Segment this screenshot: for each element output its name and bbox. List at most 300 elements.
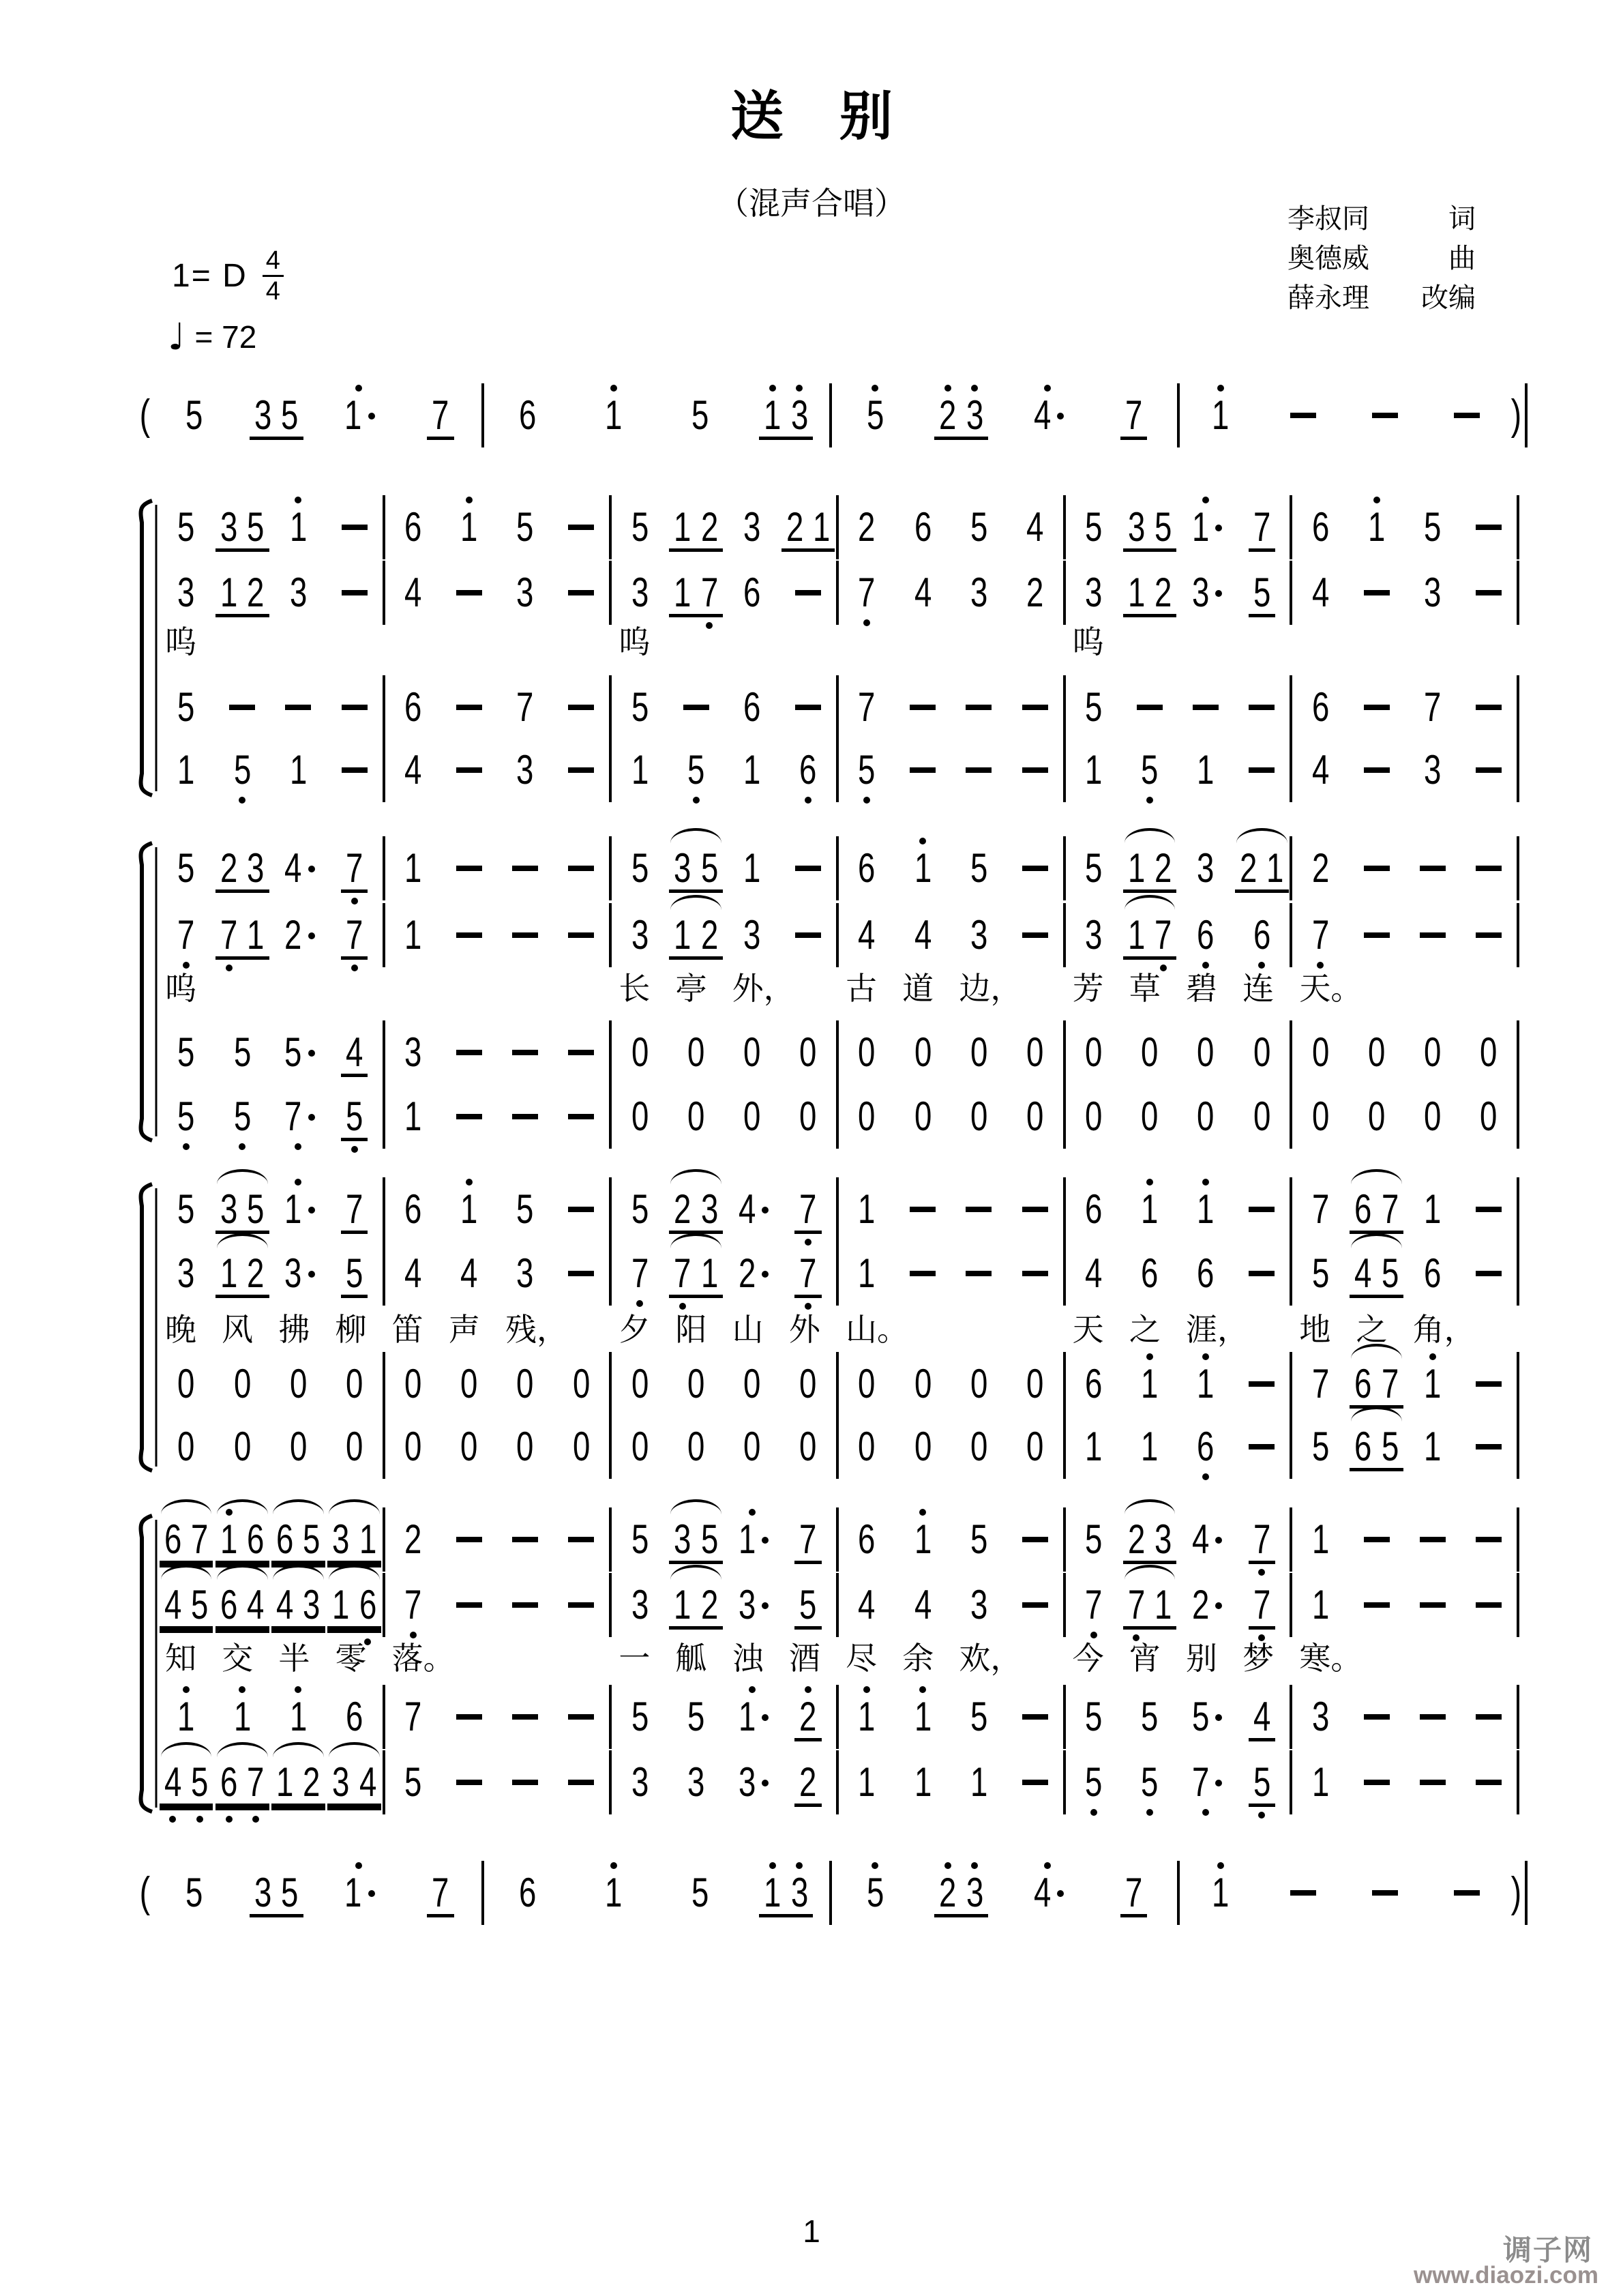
note	[327, 1761, 354, 1804]
octave-dot-above	[295, 1179, 301, 1186]
octave-dot-above	[1146, 1353, 1153, 1360]
beam-group	[1123, 847, 1177, 893]
note-number: 2	[674, 1186, 691, 1232]
note	[173, 1188, 199, 1231]
note	[794, 1761, 821, 1804]
note	[186, 1761, 213, 1804]
note-group	[158, 1761, 214, 1807]
note-group	[1178, 914, 1234, 956]
note-number: 5	[247, 504, 265, 550]
note-number: 2	[1127, 1516, 1145, 1562]
measure	[1292, 1363, 1517, 1409]
beam-group	[1192, 1426, 1219, 1468]
note	[1187, 1761, 1224, 1804]
beam-group	[1022, 1363, 1048, 1405]
slur-arc	[217, 1499, 268, 1514]
note-number: 5	[177, 1186, 195, 1232]
note	[285, 1363, 312, 1405]
note	[186, 1584, 213, 1626]
note-number: 4	[1026, 504, 1044, 550]
note-number: 7	[1381, 1186, 1399, 1232]
lyric-syllable: 交	[222, 1640, 254, 1676]
note-group	[839, 749, 895, 791]
note	[794, 1518, 821, 1561]
note-group	[327, 1188, 383, 1234]
note-group	[270, 1188, 326, 1231]
beam-group	[739, 1426, 765, 1468]
note-number: 1	[1197, 1186, 1215, 1232]
held-note-dash	[795, 932, 821, 938]
note	[173, 1426, 199, 1468]
rest	[1461, 1095, 1517, 1138]
note-number: 0	[1253, 1029, 1270, 1075]
note-number: 0	[914, 1029, 932, 1075]
beam-group	[1136, 1031, 1163, 1074]
beam-group	[229, 749, 256, 791]
rest	[780, 1095, 836, 1138]
measure	[484, 394, 829, 440]
beam-group	[400, 1696, 426, 1738]
octave-dot-below	[805, 1239, 812, 1246]
rest	[497, 1426, 553, 1468]
note-group	[668, 1696, 724, 1738]
dash-note	[497, 847, 553, 871]
held-note-dash	[568, 932, 594, 938]
beam-group	[910, 1584, 936, 1626]
note-number: 0	[970, 1029, 988, 1075]
beam-group	[966, 1095, 992, 1138]
note	[456, 1363, 482, 1405]
augmentation-dot	[1057, 413, 1064, 420]
note	[1350, 1363, 1376, 1405]
dash-note	[553, 1252, 609, 1276]
note	[739, 914, 765, 956]
lyric-syllable: 尽	[845, 1640, 877, 1676]
held-note-dash	[342, 767, 368, 773]
note-number: 0	[404, 1424, 422, 1469]
held-note-dash	[456, 590, 482, 595]
system-4-bass-line	[158, 1761, 1519, 1809]
note	[1249, 572, 1275, 614]
measure	[158, 1363, 383, 1405]
note-number: 0	[404, 1361, 422, 1407]
note-group	[1178, 1518, 1234, 1561]
octave-dot-above	[749, 1686, 756, 1693]
dash-note	[1007, 1518, 1063, 1542]
held-note-dash	[1372, 413, 1398, 418]
note-number: 0	[799, 1424, 817, 1469]
note-group	[1178, 749, 1234, 791]
measure	[1292, 1188, 1517, 1234]
octave-dot-below	[295, 1143, 301, 1150]
note	[568, 1426, 595, 1468]
rest	[1066, 1095, 1122, 1138]
note	[511, 1363, 538, 1405]
measure	[1066, 1363, 1290, 1405]
note	[627, 506, 653, 548]
beam-group	[173, 749, 199, 791]
note-number: 1	[970, 1759, 988, 1805]
note-number: 7	[1154, 912, 1172, 958]
lyric-syllable: 阳	[675, 1312, 707, 1347]
note	[242, 847, 269, 889]
note	[1419, 572, 1446, 614]
beam-group	[627, 1095, 653, 1138]
note-number: 0	[1367, 1029, 1386, 1075]
note-number: 4	[404, 570, 422, 615]
note-group	[385, 914, 441, 956]
held-note-dash	[456, 1114, 482, 1119]
beam-group	[340, 394, 376, 437]
note-number: 4	[247, 1582, 265, 1628]
note-group	[385, 847, 441, 889]
measure	[158, 1584, 383, 1630]
note	[1363, 1095, 1390, 1138]
beam-group	[627, 1426, 653, 1468]
lyric-syllable: 笛	[391, 1312, 423, 1347]
beam-group	[511, 686, 538, 728]
beam-group	[853, 1252, 880, 1295]
beam-group	[1419, 572, 1446, 614]
octave-dot-below	[1090, 1632, 1097, 1638]
note-number: 5	[866, 1870, 884, 1915]
octave-dot-below	[226, 965, 233, 971]
note-number: 6	[914, 504, 932, 550]
note-number: 6	[220, 1759, 238, 1805]
rest	[612, 1426, 668, 1468]
note	[910, 1426, 936, 1468]
note-number: 3	[790, 1870, 809, 1915]
note	[568, 1363, 595, 1405]
beam-group	[1080, 1095, 1107, 1138]
note	[739, 1095, 765, 1138]
note-number: 5	[1311, 1250, 1330, 1296]
note-group	[1178, 572, 1234, 614]
held-note-dash	[1372, 1890, 1398, 1896]
note	[734, 1584, 771, 1626]
beam-group	[600, 1872, 627, 1914]
beam-group	[1475, 1031, 1502, 1074]
note-number: 5	[1141, 1694, 1159, 1739]
note	[627, 1426, 653, 1468]
dash-note	[668, 686, 724, 710]
note-number: 0	[516, 1361, 534, 1407]
lyric-syllable: 山	[732, 1312, 764, 1347]
lyric-syllable: 半	[278, 1640, 310, 1676]
note-group	[270, 847, 326, 889]
rest	[1234, 1031, 1290, 1074]
note	[627, 1188, 653, 1231]
note-number: 1	[220, 1250, 238, 1296]
beam-group	[910, 506, 936, 548]
measure	[1180, 1869, 1525, 1916]
rest	[1007, 1363, 1063, 1405]
beam-group	[514, 1872, 541, 1914]
note	[696, 914, 723, 956]
held-note-dash	[1022, 1537, 1048, 1542]
octave-dot-above	[1146, 1179, 1153, 1186]
note	[1419, 1363, 1446, 1405]
note	[966, 1584, 992, 1626]
note	[1207, 1872, 1234, 1914]
note-group	[327, 914, 383, 960]
rest	[839, 1426, 895, 1468]
note	[511, 686, 538, 728]
note-group	[1234, 1584, 1290, 1630]
octave-dot-above	[1202, 1179, 1209, 1186]
system-2-alto-line	[158, 914, 1519, 962]
lyric-syllable: 天。	[1299, 971, 1363, 1006]
held-note-dash	[568, 705, 594, 710]
note-group	[1066, 572, 1122, 614]
note-group	[158, 847, 214, 889]
note	[627, 749, 653, 791]
note-number: 7	[674, 1250, 691, 1296]
beam-group	[1363, 1095, 1390, 1138]
beam-group	[1080, 1188, 1107, 1231]
note-group	[214, 1518, 270, 1564]
note	[910, 506, 936, 548]
dash-note	[780, 914, 836, 938]
beam-group	[853, 1095, 880, 1138]
dash-note	[951, 1252, 1007, 1276]
note-number: 3	[1311, 1694, 1330, 1739]
note-number: 3	[254, 392, 272, 438]
note-number: 5	[700, 845, 718, 891]
note-group	[1066, 1518, 1122, 1561]
rest	[158, 1363, 214, 1405]
note	[1150, 572, 1176, 614]
note-number: 6	[1085, 1361, 1103, 1407]
dash-note	[1007, 686, 1063, 710]
beam-group	[683, 749, 709, 791]
note-number: 1	[1424, 1186, 1442, 1232]
held-note-dash	[1022, 1780, 1048, 1785]
note	[427, 394, 453, 437]
note-number: 6	[518, 1870, 536, 1915]
rest	[612, 1095, 668, 1138]
note	[1080, 1761, 1107, 1804]
note	[1022, 572, 1048, 614]
note-group	[668, 1188, 724, 1234]
note	[1307, 1252, 1334, 1295]
note-number: 0	[687, 1029, 705, 1075]
slur-arc	[670, 1499, 721, 1514]
note-group	[743, 394, 830, 440]
note-number: 0	[177, 1361, 195, 1407]
note-group	[895, 572, 951, 614]
note-group	[668, 506, 724, 552]
note-number: 0	[516, 1424, 534, 1469]
note-group	[895, 1761, 951, 1804]
note	[511, 1426, 538, 1468]
note-group	[951, 847, 1007, 889]
note-group	[1349, 506, 1405, 548]
octave-dot-above	[1044, 385, 1051, 392]
note-number: 7	[404, 1694, 422, 1739]
note-number: 0	[914, 1093, 932, 1139]
beam-group	[1307, 686, 1334, 728]
dash-note	[441, 572, 497, 595]
beam-group	[456, 1188, 482, 1231]
note-group	[1292, 1518, 1348, 1561]
held-note-dash	[966, 705, 992, 710]
system-2-bass-line	[158, 1095, 1519, 1143]
note	[1307, 749, 1334, 791]
beam-group	[400, 1518, 426, 1561]
system-4-soprano-line	[158, 1518, 1519, 1566]
beam-group	[1249, 914, 1275, 956]
beam-group	[511, 749, 538, 791]
note-group	[657, 394, 743, 437]
note-group	[1292, 749, 1348, 791]
note	[181, 394, 207, 437]
dash-note	[441, 914, 497, 938]
note-number: 7	[1253, 1582, 1270, 1628]
held-note-dash	[1476, 1714, 1502, 1720]
note-number: 0	[289, 1361, 308, 1407]
beam-group	[910, 1518, 936, 1561]
held-note-dash	[229, 705, 255, 710]
note-group	[612, 1188, 668, 1231]
note	[1249, 1761, 1275, 1804]
note-number: 2	[404, 1516, 422, 1562]
slur-arc	[217, 1169, 268, 1184]
note	[794, 749, 821, 791]
held-note-dash	[795, 590, 821, 595]
note	[400, 749, 426, 791]
beam-group	[173, 1426, 199, 1468]
note-number: 3	[220, 1186, 238, 1232]
note-number: 0	[233, 1361, 251, 1407]
octave-dot-below	[1258, 1569, 1265, 1576]
note	[1307, 572, 1334, 614]
measure	[158, 1095, 383, 1141]
coda-line	[136, 1869, 1528, 1919]
note	[910, 572, 936, 614]
measure	[385, 1696, 610, 1738]
note-number: 5	[177, 1029, 195, 1075]
beam-group	[1080, 914, 1107, 956]
note	[696, 847, 723, 889]
note	[853, 914, 880, 956]
beam-group	[687, 1872, 713, 1914]
note-number: 5	[970, 1694, 988, 1739]
octave-dot-below	[1202, 962, 1209, 969]
beam-group	[173, 1031, 199, 1074]
note-number: 6	[1253, 912, 1270, 958]
note-group	[158, 1252, 214, 1295]
note	[1307, 1426, 1334, 1468]
beam-group	[1192, 1252, 1219, 1295]
beam-group	[627, 847, 653, 889]
dash-note	[214, 686, 270, 710]
note-group	[1178, 1696, 1234, 1738]
note-number: 1	[284, 1186, 302, 1232]
note-number: 4	[404, 1250, 422, 1296]
beam-group	[400, 1095, 426, 1138]
note-group	[657, 1872, 743, 1914]
note-group	[839, 686, 895, 728]
note	[1080, 914, 1107, 956]
note-number: 0	[1367, 1093, 1386, 1139]
note-number: 3	[700, 1186, 718, 1232]
beam-group	[285, 1363, 312, 1405]
note-number: 6	[858, 1516, 876, 1562]
held-note-dash	[1364, 932, 1390, 938]
dash-note	[1405, 847, 1461, 871]
note	[683, 1426, 709, 1468]
rest	[1349, 1095, 1405, 1138]
beam-group	[1249, 572, 1275, 617]
note-number: 5	[516, 504, 534, 550]
rest	[895, 1426, 951, 1468]
rest	[1349, 1031, 1405, 1074]
note-number: 0	[858, 1029, 876, 1075]
measure	[158, 1761, 383, 1807]
note-number: 2	[1154, 570, 1172, 615]
note-number: 3	[404, 1029, 422, 1075]
note-number: 5	[1253, 570, 1270, 615]
dash-note	[553, 847, 609, 871]
beam-group	[1080, 1518, 1107, 1561]
note-group	[327, 1095, 383, 1141]
note-group	[724, 506, 780, 548]
dash-note	[441, 1584, 497, 1608]
credit-name: 奥德威	[1287, 244, 1369, 274]
key-label: 1= D	[172, 258, 248, 294]
beam-group	[400, 847, 426, 889]
note	[1022, 1363, 1048, 1405]
beam-group	[669, 1188, 723, 1234]
beam-group	[215, 1518, 269, 1564]
octave-dot-above	[769, 385, 776, 392]
note-number: 0	[687, 1424, 705, 1469]
note	[1307, 506, 1334, 548]
dash-note	[1461, 1584, 1517, 1608]
note-number: 2	[303, 1759, 321, 1805]
note	[734, 1252, 771, 1295]
dash-note	[497, 1518, 553, 1542]
note-number: 1	[914, 1759, 932, 1805]
beam-group	[739, 749, 765, 791]
note-group	[484, 394, 571, 437]
lyric-syllable: 外，	[732, 971, 795, 1006]
beam-group	[853, 1518, 880, 1561]
dash-note	[1405, 1518, 1461, 1542]
note-group	[780, 1252, 836, 1298]
note	[910, 847, 936, 889]
beam-group	[1123, 506, 1177, 552]
held-note-dash	[456, 767, 482, 773]
beam-group	[1363, 1031, 1390, 1074]
note-group	[235, 394, 317, 440]
note	[173, 1095, 199, 1138]
note	[1377, 1363, 1403, 1405]
measure	[1292, 847, 1517, 889]
note	[160, 1761, 186, 1804]
augmentation-dot	[308, 866, 315, 872]
note-number: 0	[1253, 1093, 1270, 1139]
note-number: 1	[1127, 570, 1145, 615]
note-number: 6	[345, 1694, 363, 1739]
octave-dot-above	[863, 1686, 870, 1693]
note	[966, 1518, 992, 1561]
note-group	[385, 1188, 441, 1231]
measure	[158, 1031, 383, 1077]
note-number: 3	[631, 912, 649, 958]
note-number: 4	[276, 1582, 294, 1628]
